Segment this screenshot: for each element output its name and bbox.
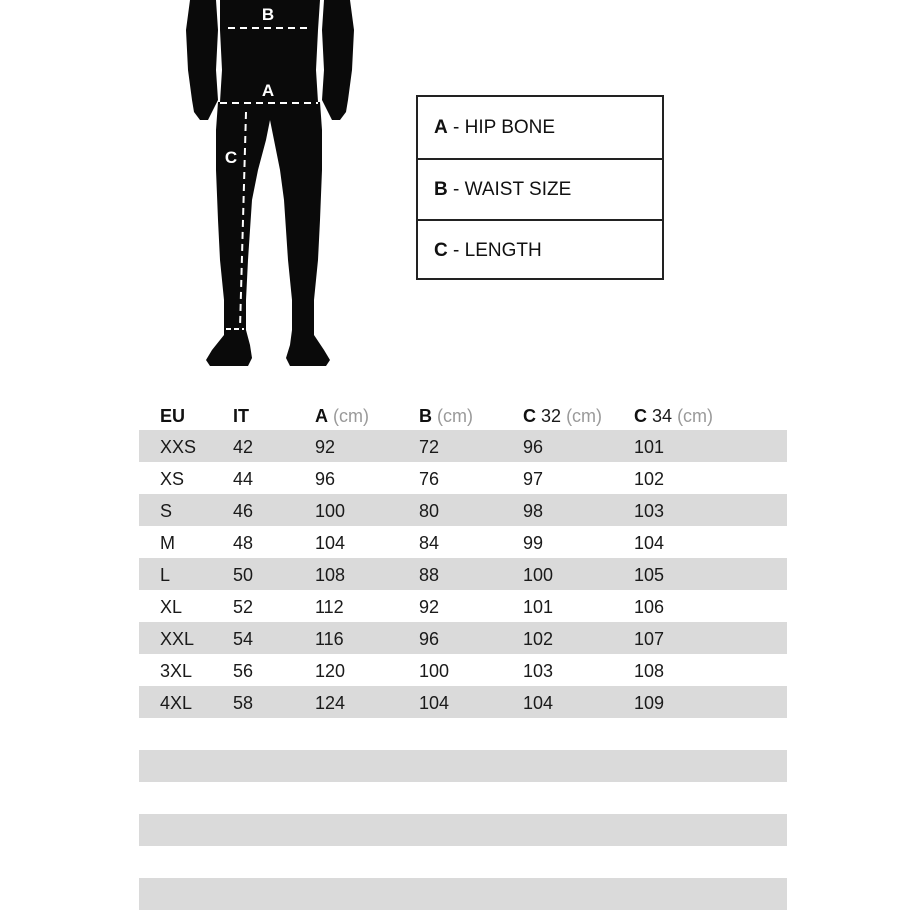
table-row <box>139 590 787 622</box>
table-cell: 96 <box>315 469 336 489</box>
table-cell: 98 <box>523 501 544 521</box>
table-cell: 109 <box>634 693 665 713</box>
table-cell: XXL <box>160 629 195 649</box>
table-row <box>139 750 787 782</box>
table-cell: 102 <box>634 469 665 489</box>
table-cell: 124 <box>315 693 346 713</box>
table-cell: 108 <box>634 661 665 681</box>
table-cell: 105 <box>634 565 665 585</box>
header-eu: EU <box>160 406 186 426</box>
table-cell: 104 <box>523 693 554 713</box>
table-cell: 112 <box>315 597 344 617</box>
table-cell: 120 <box>315 661 346 681</box>
size-chart-table <box>139 398 787 910</box>
table-cell: 99 <box>523 533 544 553</box>
table-row <box>139 462 787 494</box>
legend-sep: - <box>447 239 465 261</box>
table-cell: 3XL <box>160 661 193 681</box>
table-row <box>139 430 787 462</box>
legend-key: C <box>434 239 448 261</box>
table-cell: 50 <box>233 565 254 585</box>
table-cell: XL <box>160 597 183 617</box>
header-a: A (cm) <box>315 406 369 426</box>
legend-key: A <box>434 116 448 138</box>
table-cell: 108 <box>315 565 346 585</box>
table-header <box>139 398 787 430</box>
table-cell: 96 <box>523 437 544 457</box>
table-cell: 100 <box>315 501 346 521</box>
table-row <box>139 526 787 558</box>
table-body <box>139 430 787 910</box>
table-row <box>139 686 787 718</box>
header-c34: C 34 (cm) <box>634 406 714 426</box>
table-cell: 84 <box>419 533 440 553</box>
table-cell: 80 <box>419 501 440 521</box>
table-cell: 100 <box>419 661 450 681</box>
table-cell: 103 <box>523 661 554 681</box>
table-cell: 102 <box>523 629 554 649</box>
label-b: B <box>261 5 275 24</box>
legend-sep: - <box>447 116 465 138</box>
table-cell: S <box>160 501 173 521</box>
table-cell: 104 <box>419 693 450 713</box>
legend-row-waist-size <box>418 158 662 219</box>
table-cell: 92 <box>315 437 336 457</box>
legend-label: LENGTH <box>464 239 542 261</box>
table-cell: 4XL <box>160 693 193 713</box>
table-cell: M <box>160 533 175 553</box>
table-cell: 46 <box>233 501 254 521</box>
lower-body-silhouette-icon <box>180 0 360 370</box>
legend-row-length <box>418 219 662 280</box>
body-measurement-figure <box>180 0 360 370</box>
table-cell: 48 <box>233 533 254 553</box>
table-row <box>139 494 787 526</box>
table-cell: 44 <box>233 469 254 489</box>
legend-row-hip-bone <box>418 97 662 158</box>
table-cell: 58 <box>233 693 254 713</box>
label-c: C <box>224 148 238 167</box>
table-cell: 42 <box>233 437 254 457</box>
table-cell: 88 <box>419 565 440 585</box>
table-cell: 100 <box>523 565 554 585</box>
table-cell: 107 <box>634 629 665 649</box>
header-c32: C 32 (cm) <box>523 406 603 426</box>
table-row <box>139 654 787 686</box>
table-cell: 116 <box>315 629 344 649</box>
table-cell: 106 <box>634 597 665 617</box>
table-cell: 56 <box>233 661 254 681</box>
table-row <box>139 558 787 590</box>
table-row <box>139 814 787 846</box>
legend-key: B <box>434 178 448 200</box>
table-cell: 103 <box>634 501 665 521</box>
table-cell: 101 <box>523 597 554 617</box>
table-cell: 97 <box>523 469 544 489</box>
header-it: IT <box>233 406 249 426</box>
table-row <box>139 782 787 814</box>
table-cell: 54 <box>233 629 254 649</box>
table-cell: 92 <box>419 597 440 617</box>
table-cell: XS <box>160 469 185 489</box>
table-row <box>139 622 787 654</box>
table-cell: 52 <box>233 597 254 617</box>
table-cell: L <box>160 565 171 585</box>
table-cell: XXS <box>160 437 197 457</box>
legend-sep: - <box>447 178 465 200</box>
table-row <box>139 718 787 750</box>
header-b: B (cm) <box>419 406 473 426</box>
measurement-legend <box>416 95 664 280</box>
label-a: A <box>261 81 275 100</box>
legend-label: WAIST SIZE <box>464 178 572 200</box>
table-cell: 104 <box>315 533 346 553</box>
table-cell: 96 <box>419 629 440 649</box>
table-cell: 72 <box>419 437 440 457</box>
table-cell: 76 <box>419 469 440 489</box>
table-cell: 104 <box>634 533 665 553</box>
table-row <box>139 878 787 910</box>
table-cell: 101 <box>634 437 665 457</box>
table-row <box>139 846 787 878</box>
legend-label: HIP BONE <box>464 116 556 138</box>
